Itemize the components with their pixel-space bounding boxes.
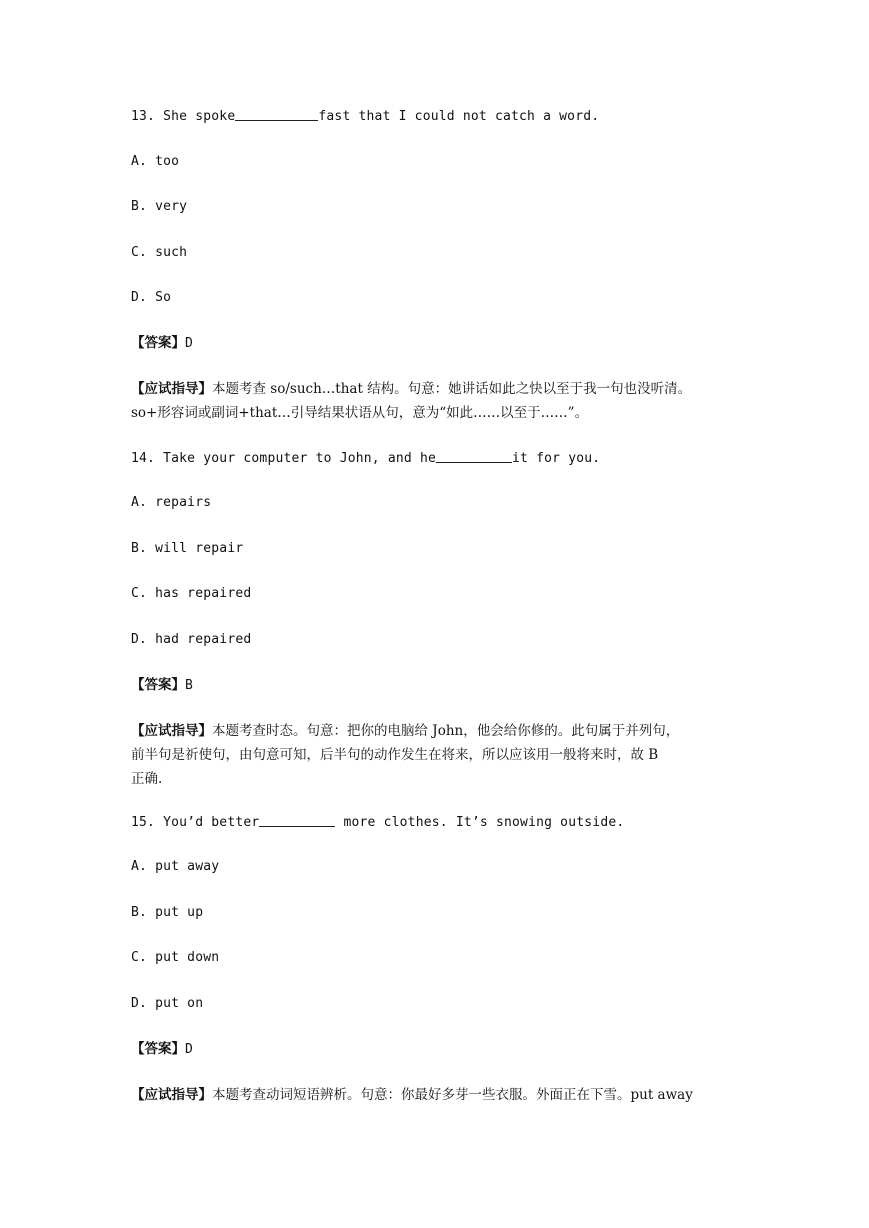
answer-value: D <box>185 336 194 351</box>
question-13-answer <box>131 333 193 354</box>
guide-tag: 【应试指导】 <box>131 723 212 739</box>
answer-blank <box>235 106 318 121</box>
answer-value: B <box>185 678 194 693</box>
question-15-guide-line-1 <box>131 1085 693 1105</box>
answer-blank <box>436 448 512 463</box>
guide-text: 本题考查时态。句意：把你的电脑给 John，他会给你修的。此句属于并列句， <box>212 723 680 739</box>
question-13-option-d: D. So <box>131 290 172 305</box>
question-14-option-a: A. repairs <box>131 495 212 510</box>
question-14-option-c: C. has repaired <box>131 586 252 601</box>
answer-tag: 【答案】 <box>131 677 185 693</box>
question-15-option-c: C. put down <box>131 950 220 965</box>
question-15-stem-before: 15. You’d better <box>131 815 260 830</box>
question-13-stem-after: fast that I could not catch a word. <box>318 109 600 124</box>
answer-blank <box>259 812 335 827</box>
question-15-option-b: B. put up <box>131 905 204 920</box>
question-13-stem-before: 13. She spoke <box>131 109 236 124</box>
question-14-stem <box>131 448 600 469</box>
question-14-guide-line-2: 前半句是祈使句，由句意可知，后半句的动作发生在将来，所以应该用一般将来时，故 B <box>131 747 659 763</box>
question-13-guide-line-1 <box>131 379 691 399</box>
question-13-option-b: B. very <box>131 199 188 214</box>
answer-value: D <box>185 1042 194 1057</box>
question-13-option-a: A. too <box>131 154 180 169</box>
guide-text: 本题考查动词短语辨析。句意：你最好多芽一些衣服。外面正在下雪。put away <box>212 1087 693 1103</box>
question-15-option-a: A. put away <box>131 859 220 874</box>
question-14-guide-line-1 <box>131 721 679 741</box>
question-13-stem <box>131 106 599 127</box>
question-15-option-d: D. put on <box>131 996 204 1011</box>
question-14-stem-before: 14. Take your computer to John, and he <box>131 451 437 466</box>
guide-tag: 【应试指导】 <box>131 1087 212 1103</box>
guide-tag: 【应试指导】 <box>131 381 212 397</box>
answer-tag: 【答案】 <box>131 335 185 351</box>
question-14-option-b: B. will repair <box>131 541 244 556</box>
question-15-answer <box>131 1039 193 1060</box>
question-13-option-c: C. such <box>131 245 188 260</box>
question-14-stem-after: it for you. <box>512 451 601 466</box>
question-15-stem <box>131 812 624 833</box>
question-13-guide-line-2: so+形容词或副词+that…引导结果状语从句，意为“如此……以至于……”。 <box>131 405 589 421</box>
question-14-guide-line-3: 正确. <box>131 771 163 787</box>
question-15-stem-after: more clothes. It’s snowing outside. <box>335 815 625 830</box>
answer-tag: 【答案】 <box>131 1041 185 1057</box>
question-14-option-d: D. had repaired <box>131 632 252 647</box>
question-14-answer <box>131 675 193 696</box>
guide-text: 本题考查 so/such…that 结构。句意：她讲话如此之快以至于我一句也没听清。 <box>212 381 692 397</box>
